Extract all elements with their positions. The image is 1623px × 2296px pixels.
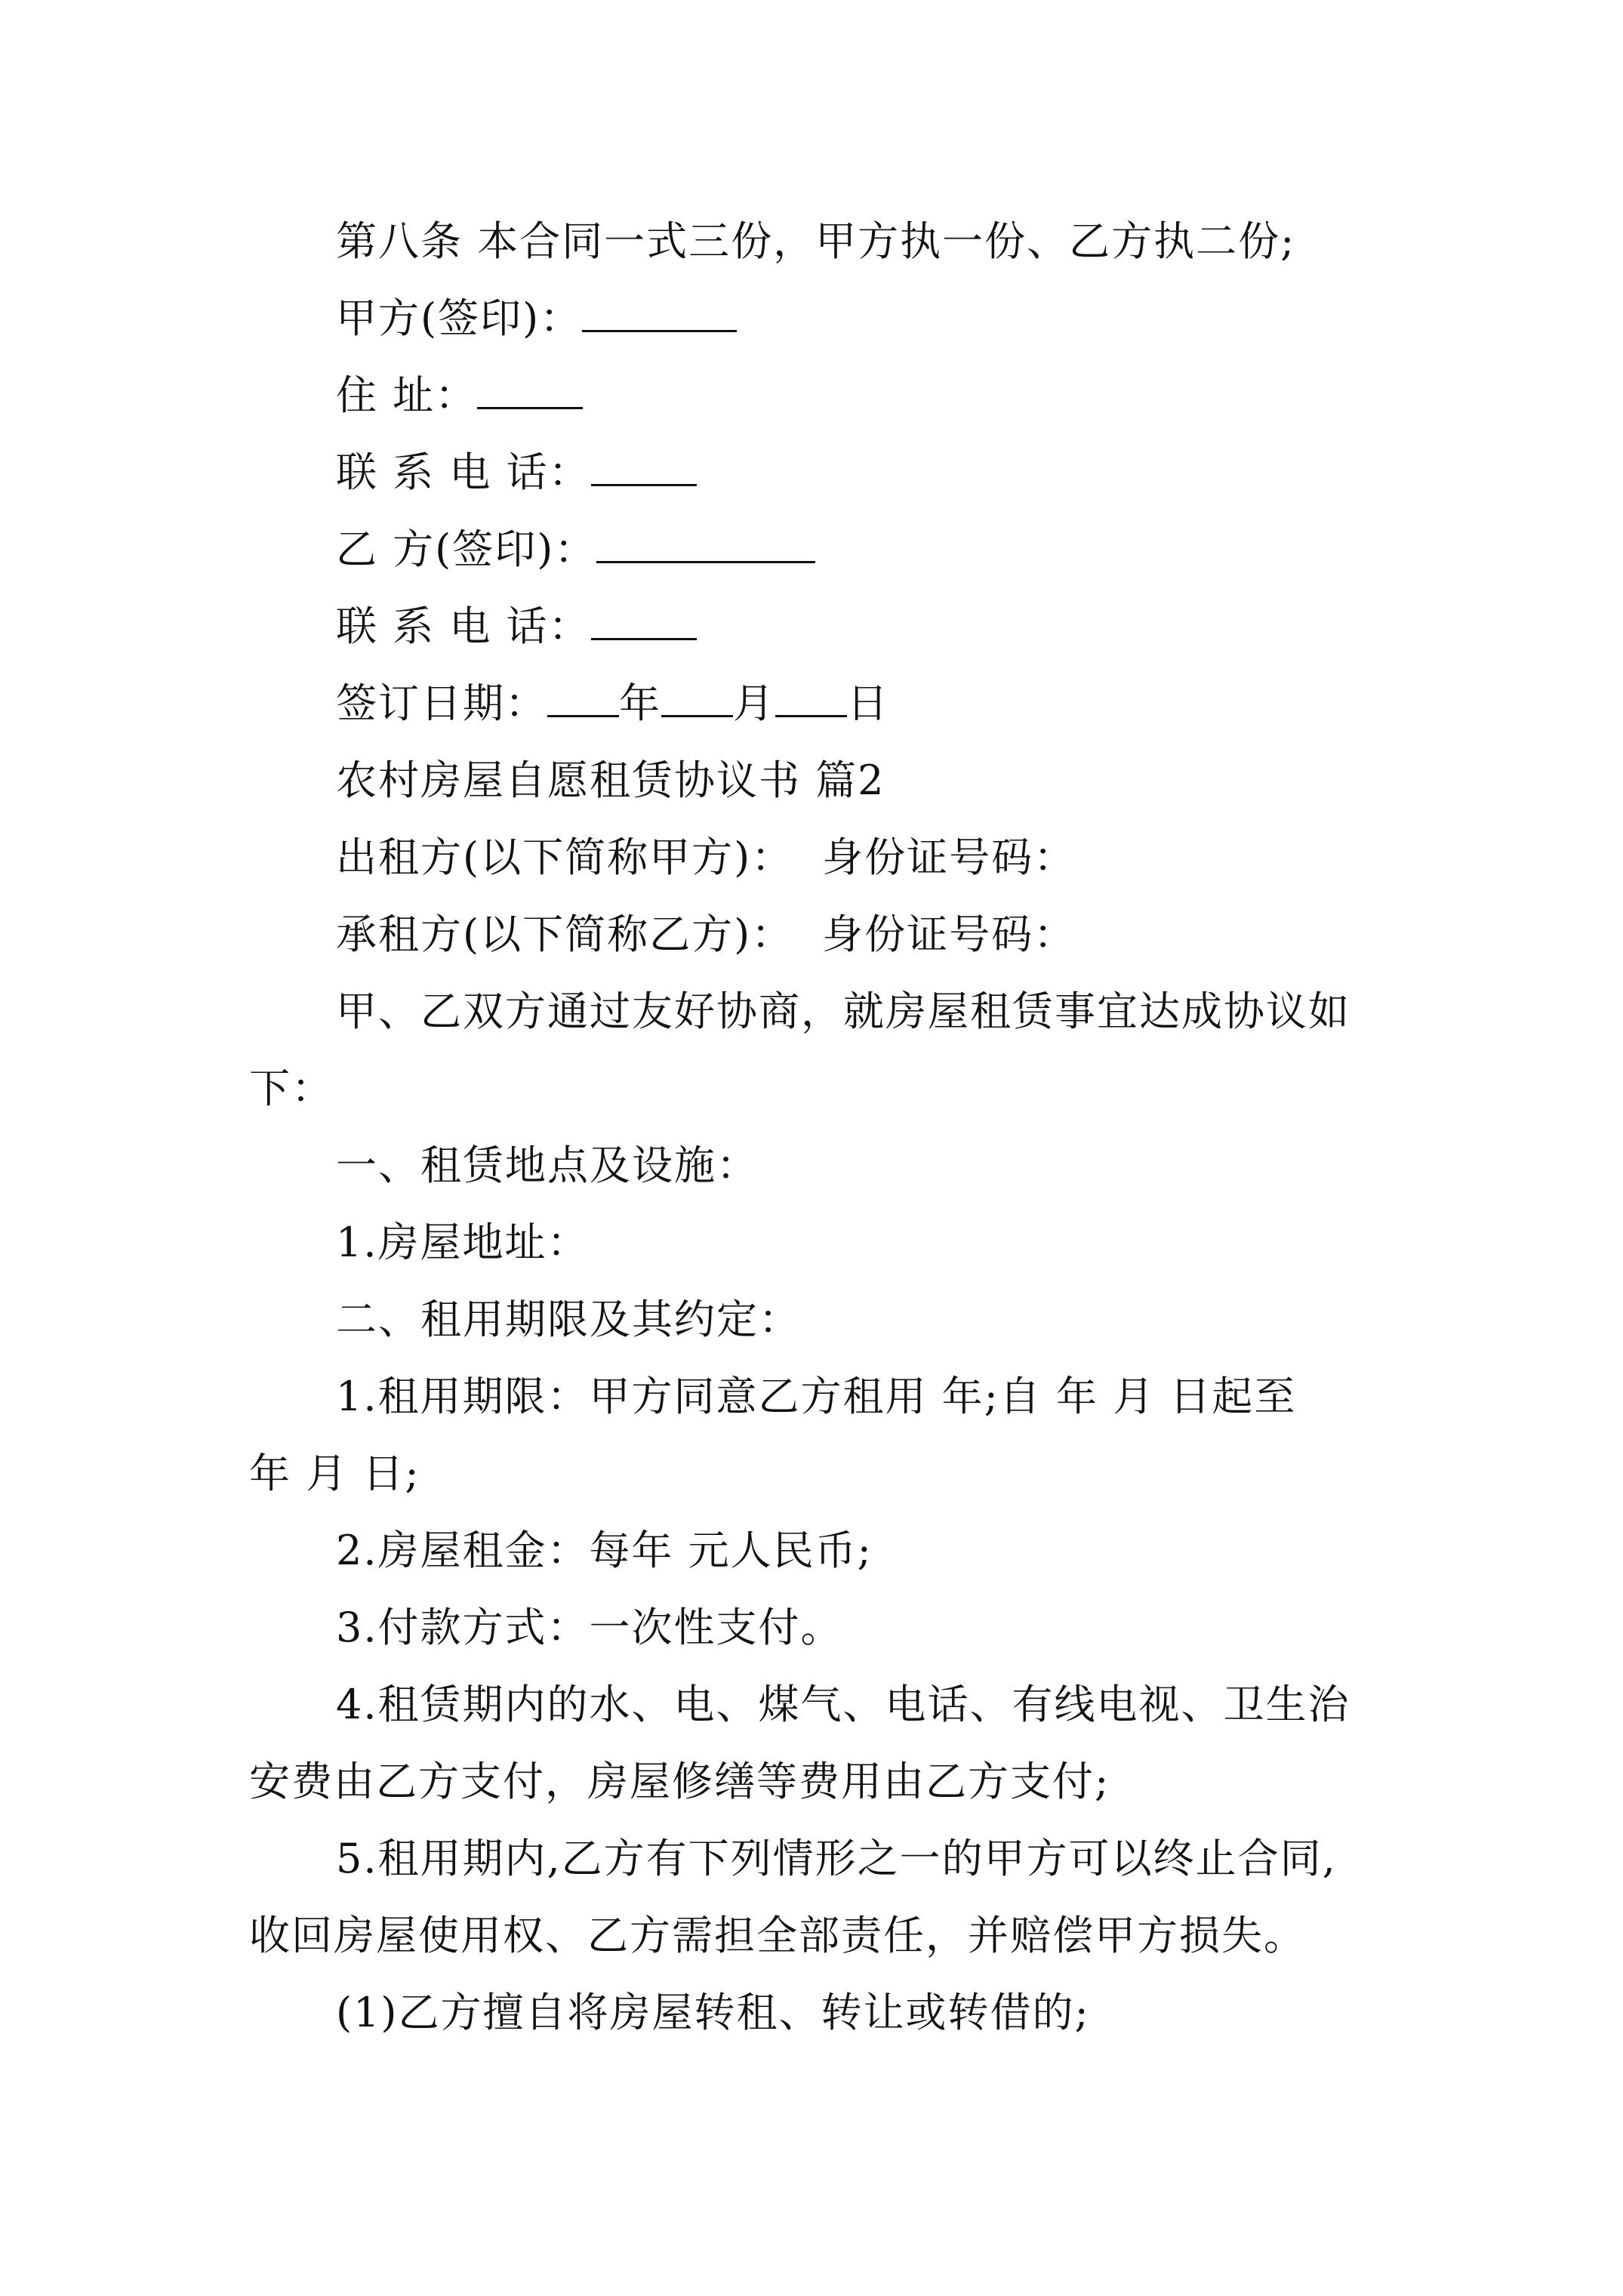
article-8-line: 第八条 本合同一式三份，甲方执一份、乙方执二份; (336, 217, 1296, 265)
party-a-phone-blank[interactable] (591, 448, 697, 486)
agreement-intro-line-2: 下： (249, 1065, 334, 1112)
lessee-label: 承租方(以下简称乙方)： (336, 911, 794, 958)
signing-month-blank[interactable] (661, 679, 733, 717)
party-a-signature-blank[interactable] (582, 294, 737, 332)
address-line (336, 369, 583, 422)
clause-1-heading: 一、租赁地点及设施： (336, 1142, 759, 1189)
party-a-signature-label: 甲方(签印)： (336, 294, 583, 342)
clause-2-item-1-line-2: 年 月 日; (249, 1450, 420, 1497)
party-a-phone-label: 联 系 电 话： (336, 448, 591, 496)
clause-2-item-1-line-1: 1.租用期限：甲方同意乙方租用 年;自 年 月 日起至 (336, 1373, 1297, 1420)
clause-2-item-5-line-2: 收回房屋使用权、乙方需担全部责任，并赔偿甲方损失。 (249, 1912, 1306, 1959)
clause-2-item-3: 3.付款方式：一次性支付。 (336, 1604, 843, 1651)
clause-2-item-4-line-1: 4.租赁期内的水、电、煤气、电话、有线电视、卫生治 (336, 1681, 1350, 1728)
signing-year-blank[interactable] (547, 679, 619, 717)
party-b-signature-label: 乙 方(签印)： (336, 525, 597, 573)
lessor-line (336, 831, 1076, 884)
lessor-id-label: 身份证号码： (822, 834, 1076, 881)
agreement-intro-line-1: 甲、乙双方通过友好协商，就房屋租赁事宜达成协议如 (336, 988, 1350, 1035)
signing-day-label: 日 (847, 680, 889, 727)
address-label: 住 址： (336, 371, 478, 419)
signing-date-label: 签订日期： (336, 680, 547, 727)
lessor-label: 出租方(以下简称甲方)： (336, 834, 794, 881)
clause-2-item-5-sub-1: (1)乙方擅自将房屋转租、转让或转借的; (336, 1989, 1090, 2036)
signing-month-label: 月 (733, 680, 775, 727)
clause-2-item-2: 2.房屋租金：每年 元人民币; (336, 1527, 873, 1574)
party-a-signature-line (336, 292, 737, 345)
party-b-phone-line (336, 600, 697, 653)
section-heading-2: 农村房屋自愿租赁协议书 篇2 (336, 757, 885, 804)
address-blank[interactable] (477, 371, 583, 409)
signing-day-blank[interactable] (775, 679, 847, 717)
party-b-phone-label: 联 系 电 话： (336, 603, 591, 650)
lessee-id-label: 身份证号码： (822, 911, 1076, 958)
clause-1-item-1: 1.房屋地址： (336, 1219, 590, 1266)
lessee-line (336, 908, 1076, 961)
signing-date-line (336, 677, 889, 730)
clause-2-item-5-line-1: 5.租用期内,乙方有下列情形之一的甲方可以终止合同, (336, 1835, 1337, 1882)
signing-year-label: 年 (619, 680, 661, 727)
clause-2-heading: 二、租用期限及其约定： (336, 1296, 801, 1343)
clause-2-item-4-line-2: 安费由乙方支付，房屋修缮等费用由乙方支付; (249, 1758, 1110, 1805)
party-b-signature-line (336, 523, 815, 576)
party-a-phone-line (336, 446, 697, 499)
party-b-phone-blank[interactable] (591, 602, 697, 640)
party-b-signature-blank[interactable] (596, 525, 815, 563)
